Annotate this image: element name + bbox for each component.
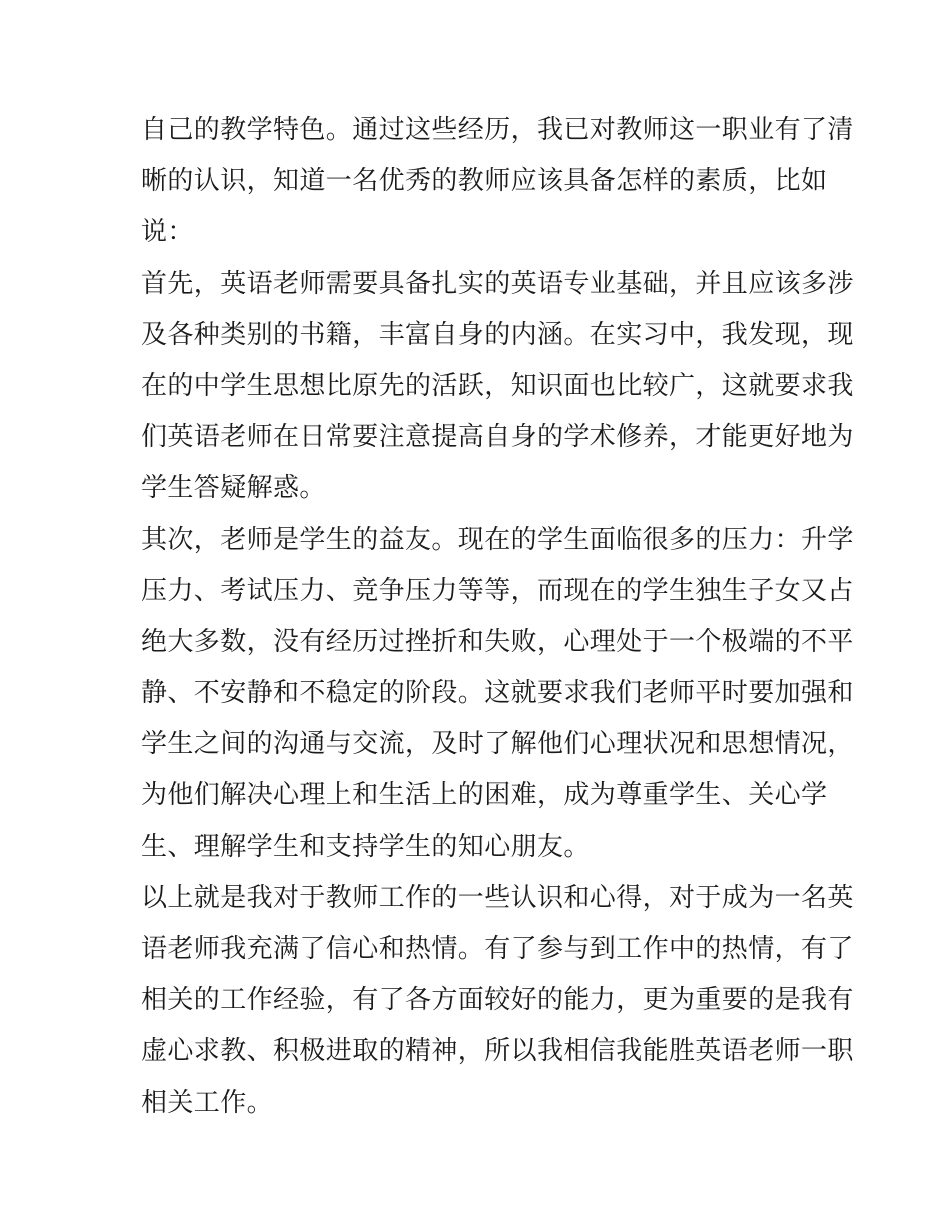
text-line: 静、不安静和不稳定的阶段。这就要求我们老师平时要加强和	[141, 678, 854, 709]
document-body	[141, 105, 854, 1129]
text-line: 自己的教学特色。通过这些经历，我已对教师这一职业有了清	[141, 115, 854, 145]
text-line: 生、理解学生和支持学生的知心朋友。	[141, 831, 590, 862]
text-line: 相关工作。	[141, 1087, 274, 1118]
text-line: 及各种类别的书籍，丰富自身的内涵。在实习中，我发现，现	[141, 319, 854, 350]
text-line: 以上就是我对于教师工作的一些认识和心得，对于成为一名英	[141, 882, 854, 913]
text-line: 晰的认识，知道一名优秀的教师应该具备怎样的素质，比如	[141, 166, 828, 197]
text-line: 学生答疑解惑。	[141, 473, 326, 504]
text-line: 在的中学生思想比原先的活跃，知识面也比较广，这就要求我	[141, 370, 854, 401]
text-line: 首先，英语老师需要具备扎实的英语专业基础，并且应该多涉	[141, 268, 854, 299]
text-line: 们英语老师在日常要注意提高自身的学术修养，才能更好地为	[141, 422, 854, 453]
text-line: 压力、考试压力、竞争压力等等，而现在的学生独生子女又占	[141, 575, 854, 606]
text-line: 相关的工作经验，有了各方面较好的能力，更为重要的是我有	[141, 985, 854, 1016]
text-line: 其次，老师是学生的益友。现在的学生面临很多的压力：升学	[141, 524, 854, 555]
text-line: 学生之间的沟通与交流，及时了解他们心理状况和思想情况，	[141, 729, 854, 760]
text-line: 虚心求教、积极进取的精神，所以我相信我能胜英语老师一职	[141, 1036, 854, 1067]
text-line: 说：	[141, 217, 194, 248]
text-line: 绝大多数，没有经历过挫折和失败，心理处于一个极端的不平	[141, 626, 854, 657]
text-line: 为他们解决心理上和生活上的困难，成为尊重学生、关心学	[141, 780, 828, 811]
text-line: 语老师我充满了信心和热情。有了参与到工作中的热情，有了	[141, 934, 854, 964]
